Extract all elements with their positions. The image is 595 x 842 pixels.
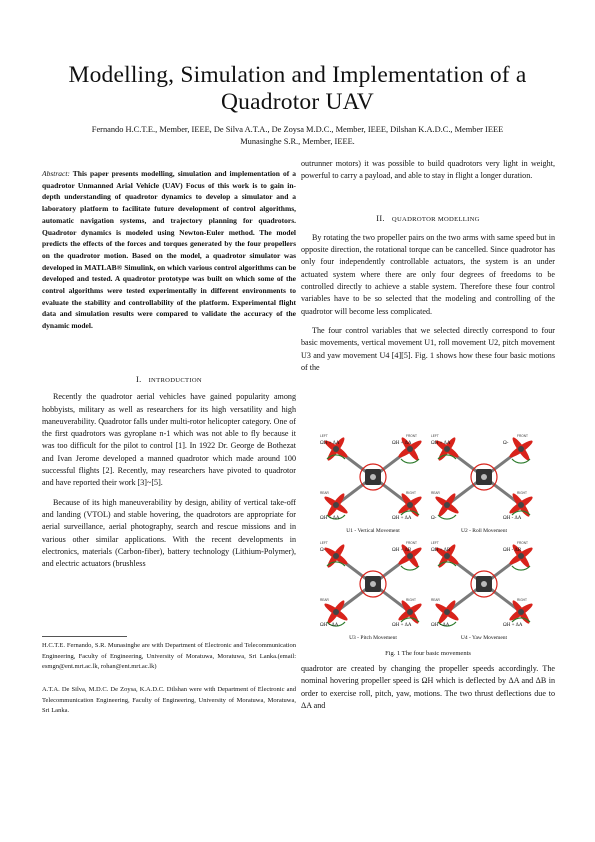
speed-label: ΩH - ΔB — [503, 548, 522, 553]
corner-label: REAR — [320, 491, 329, 495]
speed-label: ΩH - ΔA — [503, 516, 522, 521]
propeller — [323, 543, 350, 570]
corner-label: LEFT — [431, 434, 439, 438]
body-center — [481, 474, 487, 480]
figure-panel — [431, 434, 534, 534]
speed-label: ΩH + ΔA — [320, 441, 340, 446]
propeller — [508, 492, 535, 519]
panel-label: U1 - Vertical Movement — [346, 528, 400, 534]
body-center — [370, 581, 376, 587]
quadrotor-diagram — [318, 431, 540, 645]
figure-panel — [320, 434, 423, 534]
corner-label: FRONT — [517, 434, 528, 438]
speed-label: ΩH + ΔB — [392, 548, 412, 553]
propeller — [434, 492, 461, 519]
speed-label: Ω- — [503, 441, 509, 446]
propeller — [323, 492, 350, 519]
section-2-heading — [301, 213, 555, 226]
corner-label: LEFT — [320, 541, 328, 545]
motor-hub — [444, 446, 450, 452]
corner-label: FRONT — [406, 541, 417, 545]
motor-hub — [407, 553, 413, 559]
section-1-title: INTRODUCTION — [148, 377, 202, 384]
figure-caption: Fig. 1 The four basic movements — [385, 650, 471, 657]
footnote-1: H.C.T.E. Fernando, S.R. Munasinghe are with Department of Electronic and Telecommunication Engineering, Faculty of Engineering, University of Moratuwa, Moratuwa, Sri Lanka.(email: esmgn@ent.mrt.ac.lk, rohan@ent.mrt.ac.lk) — [42, 642, 296, 671]
propeller — [434, 599, 461, 626]
modelling-paragraph-2: The four control variables that we selected directly correspond to four basic movements, vertical movement U1, roll movement U2, pitch movement U3 and yaw movement U4 [4][5]. Fig. 1 shows how these four basic motions of the — [301, 325, 555, 372]
figure-panel — [431, 541, 534, 641]
corner-label: REAR — [431, 598, 440, 602]
intro-paragraph-2: Because of its high maneuverability by design, ability of vertical take-off and landing (VTOL) and stable hovering, the quadrotors are appropriate for aerial surveillance, aerial photography, search and rescue missions and in various other similar applications. With the recent developments in electronics, materials (Carbon-fiber), battery technology (Lithium-Polymer), and electric actuators (brushless — [42, 497, 296, 569]
corner-label: RIGHT — [406, 491, 416, 495]
propeller — [508, 599, 535, 626]
corner-label: REAR — [431, 491, 440, 495]
authors-line-2: Munasinghe S.R., Member, IEEE. — [240, 137, 355, 146]
speed-label: Ω- — [320, 548, 326, 553]
motor-hub — [518, 446, 524, 452]
motor-hub — [333, 502, 339, 508]
speed-label: ΩH - ΔA — [431, 623, 450, 628]
motor-hub — [407, 446, 413, 452]
speed-label: Ω- — [431, 516, 437, 521]
author-list — [30, 124, 565, 148]
abstract-text: This paper presents modelling, simulation and implementation of a quadrotor Unmanned Arial Vehicle (UAV) Focus of this work is to gain in-depth understanding of quadrotor dynamics to develop a simulator and a laboratory platform to facilitate future development of control algorithms, automatic navigation systems, and trajectory planning for quadrotors. Quadrotor dynamics is modeled using Newton-Euler method. The model predicts the effects of the forces and torques generated by the four propellers on the quadrotor motion. Based on the model, a quadrotor simulator was developed in MATLAB® Simulink, on which various control algorithms can be developed and tested. A quadrotor prototype was built on which some of the control algorithms were tested experimentally in different environments to evaluate the stability and controllability of the platform. Experimental flight data and simulation results were compared to validate the accuracy of the dynamic model. — [42, 169, 296, 331]
propeller — [434, 436, 461, 463]
motor-hub — [444, 553, 450, 559]
speed-label: ΩH + ΔA — [503, 623, 523, 628]
figure-four-basic-movements — [318, 431, 540, 645]
motor-hub — [444, 502, 450, 508]
paper-title — [20, 62, 575, 116]
modelling-paragraph-3: quadrotor are created by changing the propeller speeds accordingly. The nominal hovering propeller speed is ΩH which is deflected by ΔA and ΔB in order to exercise roll, pitch, yaw, motions. The two thrust deflections due to ΔA and — [301, 664, 555, 710]
propeller — [397, 543, 424, 570]
speed-label: ΩH + ΔA — [392, 516, 412, 521]
corner-label: FRONT — [406, 434, 417, 438]
speed-label: ΩH + ΔA — [392, 623, 412, 628]
propeller — [397, 492, 424, 519]
intro-paragraph-1: Recently the quadrotor aerial vehicles have gained popularity among hobbyists, military as well as researchers for its high versatility and high maneuverability. Quadrotor falls under multi-rotor helicopter category. One of the first quadrotors was gyroplane n-1 which was not able to fly because it was too difficult for the pilot to control [1]. In 1922 Dr. George de Bothezat and Ivan Jerome developed a manned quadrotor which made around 100 successful flights [2]. Recently, may researchers have pivoted to quadrotor and have reported their work [3]~[5]. — [42, 392, 296, 488]
right-column-bottom — [301, 663, 555, 712]
corner-label: RIGHT — [517, 491, 527, 495]
corner-label: RIGHT — [406, 598, 416, 602]
motor-hub — [407, 609, 413, 615]
speed-label: ΩH + ΔA — [392, 441, 412, 446]
right-continuation: outrunner motors) it was possible to build quadrotors very light in weight, powerful to carry a payload, and able to stay in flight a longer duration. — [301, 159, 555, 181]
section-2-numeral: II. — [376, 213, 385, 223]
panel-label: U2 - Roll Movement — [461, 528, 507, 534]
authors-line-1: Fernando H.C.T.E., Member, IEEE, De Silva A.T.A., De Zoysa M.D.C., Member, IEEE, Dilshan K.A.D.C., Member IEEE — [91, 125, 504, 134]
propeller — [397, 599, 424, 626]
modelling-paragraph-1: By rotating the two propeller pairs on the two arms with same speed but in opposite direction, the rotational torque can be cancelled. Since quadrotor has only four independently controllable actuators, the system is an under actuated system where there are only four degrees of freedoms to be controlled directly to achieve a stable system. Therefore these four control variables have to be so selected that the modeling and controlling of the quadrotor will become less complicated. — [301, 232, 555, 316]
speed-label: ΩH - ΔA — [320, 623, 339, 628]
title-line-1: Modelling, Simulation and Implementation of a — [68, 62, 527, 88]
panel-label: U4 - Yaw Movement — [460, 635, 508, 641]
speed-label: ΩH + ΔB — [431, 548, 451, 553]
body-center — [481, 581, 487, 587]
footnote-rule — [42, 636, 127, 637]
propeller — [397, 436, 424, 463]
title-line-2: Quadrotor UAV — [221, 89, 374, 115]
section-1-numeral: I. — [136, 375, 142, 384]
body-center — [370, 474, 376, 480]
corner-label: FRONT — [517, 541, 528, 545]
corner-label: REAR — [320, 598, 329, 602]
motor-hub — [518, 553, 524, 559]
motor-hub — [407, 502, 413, 508]
motor-hub — [518, 609, 524, 615]
propeller — [508, 543, 535, 570]
section-1-heading — [42, 374, 296, 387]
section-2-title: QUADROTOR MODELLING — [391, 215, 480, 223]
motor-hub — [444, 609, 450, 615]
abstract — [42, 168, 296, 332]
propeller — [323, 436, 350, 463]
corner-label: RIGHT — [517, 598, 527, 602]
left-column — [42, 374, 296, 570]
motor-hub — [518, 502, 524, 508]
speed-label: ΩH + ΔA — [431, 441, 451, 446]
right-column — [301, 158, 555, 374]
motor-hub — [333, 553, 339, 559]
panel-label: U3 - Pitch Movement — [349, 635, 397, 641]
propeller — [508, 436, 535, 463]
motor-hub — [333, 609, 339, 615]
propeller — [323, 599, 350, 626]
speed-label: ΩH + ΔA — [320, 516, 340, 521]
motor-hub — [333, 446, 339, 452]
abstract-label: Abstract: — [42, 169, 70, 178]
corner-label: LEFT — [320, 434, 328, 438]
footnote-2: A.T.A. De Silva, M.D.C. De Zoysa, K.A.D.C. Dilshan were with Department of Electronic and Telecommunication Engineering, Faculty of Engineering, University of Moratuwa, Moratuwa, Sri Lanka. — [42, 686, 296, 715]
propeller — [434, 543, 461, 570]
figure-panel — [320, 541, 423, 641]
corner-label: LEFT — [431, 541, 439, 545]
